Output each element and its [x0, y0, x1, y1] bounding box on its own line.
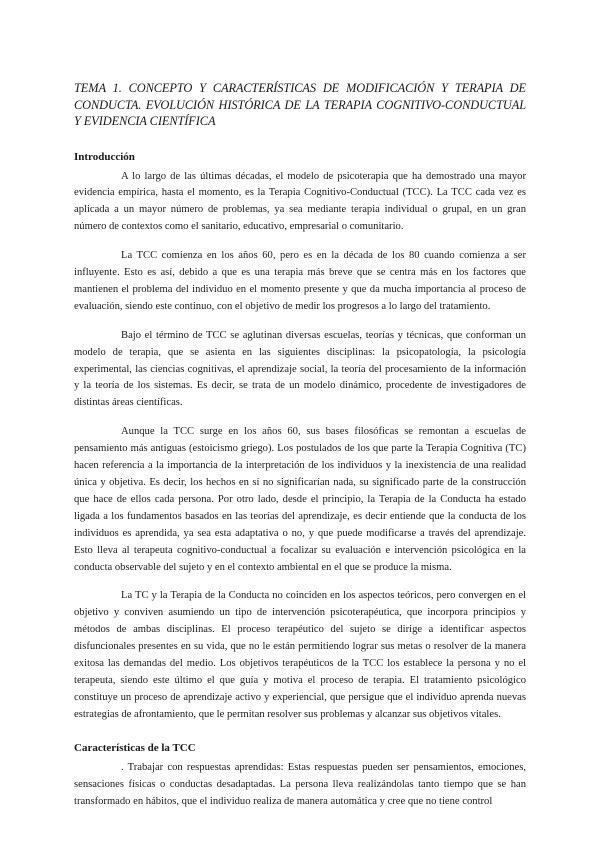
paragraph: Aunque la TCC surge en los años 60, sus bases filosóficas se remontan a escuelas de pensamiento más antiguas (estoicismo griego). Los postulados de los que parte la Terapia Cognitiva (TC) hacen referencia a la importancia de la interpretación de los individuos y la inexistencia de una realidad única y objetiva. Es decir, los hechos en sí no significarían nada, su significado parte de la construcción que hace de ellos cada persona. Por otro lado, desde el principio, la Terapia de la Conducta ha estado ligada a los fundamentos basados en las teorías del aprendizaje, es decir entiende que la conducta de los individuos es aprendida, ya sea esta adaptativa o no, y que puede modificarse a través del aprendizaje. Esto lleva al terapeuta cognitivo-conductual a focalizar su evaluación e intervención psicológica en la conducta observable del sujeto y en el contexto ambiental en el que se produce la misma. — [74, 426, 526, 573]
paragraph: . Trabajar con respuestas aprendidas: Estas respuestas pueden ser pensamientos, emociones, sensaciones físicas o conductas desadaptadas. La persona lleva realizándolas tanto tiempo que se han transformado en hábitos, que el individuo realiza de manera automática y cree que no tiene control — [74, 761, 526, 807]
paragraph: Bajo el término de TCC se aglutinan diversas escuelas, teorías y técnicas, que conforman un modelo de terapia, que se asienta en las siguientes disciplinas: la psicopatología, la psicología experimental, las ciencias cognitivas, el aprendizaje social, la teoría del procesamiento de la información y la teoría de los sistemas. Es decir, se trata de un modelo dinámico, procedente de investigadores de distintas áreas científicas. — [74, 329, 526, 409]
section-introduccion — [74, 150, 526, 724]
section-caracteristicas — [74, 741, 526, 811]
paragraph: La TC y la Terapia de la Conducta no coinciden en los aspectos teóricos, pero convergen en el objetivo y conviven asumiendo un tipo de intervención psicoterapéutica, que incorpora principios y métodos de ambas disciplinas. El proceso terapéutico del sujeto se dirige a identificar aspectos disfuncionales presentes en su vida, que no le están permitiendo lograr sus metas o resolver de la manera exitosa las demandas del medio. Los objetivos terapéuticos de la TCC los establece la persona y no el terapeuta, siendo este último el que guía y motiva el proceso de terapia. El tratamiento psicológico constituye un proceso de aprendizaje activo y experiencial, que persigue que el individuo aprenda nuevas estrategias de afrontamiento, que le permitan resolver sus problemas y alcanzar sus objetivos vitales. — [74, 590, 526, 720]
document-content — [74, 80, 526, 810]
document-title: TEMA 1. CONCEPTO Y CARACTERÍSTICAS DE MODIFICACIÓN Y TERAPIA DE CONDUCTA. EVOLUCIÓN HISTÓRICA DE LA TERAPIA COGNITIVO-CONDUCTUAL Y EVIDENCIA CIENTÍFICA — [74, 81, 526, 128]
paragraph: La TCC comienza en los años 60, pero es en la década de los 80 cuando comienza a ser influyente. Esto es así, debido a que es una terapia más breve que se centra más en los factores que mantienen el problema del individuo en el momento presente y que da mucha importancia al proceso de evaluación, siendo este continuo, con el objetivo de medir los progresos a lo largo del tratamiento. — [74, 250, 526, 312]
section-heading: Introducción — [74, 150, 135, 163]
section-heading: Características de la TCC — [74, 741, 196, 754]
paragraph: A lo largo de las últimas décadas, el modelo de psicoterapia que ha demostrado una mayor evidencia empírica, hasta el momento, es la Terapia Cognitivo-Conductual (TCC). La TCC cada vez es aplicada a un mayor número de problemas, ya sea mediante terapia individual o grupal, en un gran número de contextos como el sanitario, educativo, empresarial o comunitario. — [74, 170, 526, 233]
